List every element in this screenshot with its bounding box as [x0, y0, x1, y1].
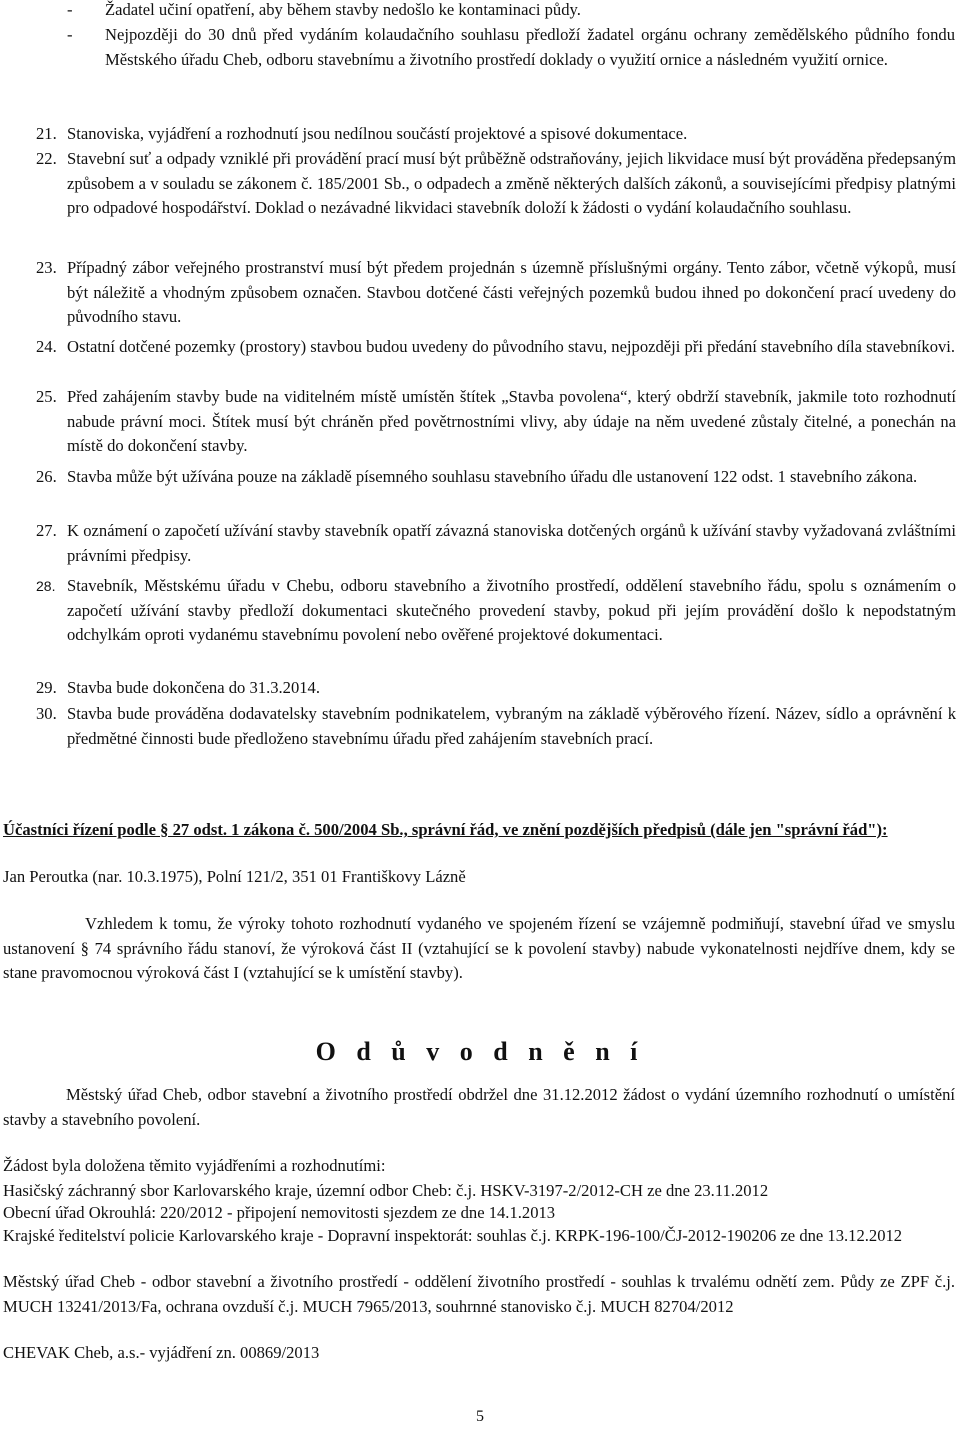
attachment-item: Krajské ředitelství policie Karlovarského kraje - Dopravní inspektorát: souhlas č.j. KRPK-196-100/ČJ-2012-190206 ze dne 13.12.2012: [3, 1226, 903, 1245]
dash-marker: -: [67, 0, 73, 19]
condition-number: 29.: [36, 678, 57, 697]
condition-number: 26.: [36, 467, 57, 486]
condition-number: 24.: [36, 337, 57, 356]
condition-number: 23.: [36, 258, 57, 277]
dash-marker: -: [67, 25, 73, 44]
condition-text: Stavba bude prováděna dodavatelsky stavebním podnikatelem, vybraným na základě výběrového řízení. Název, sídlo a oprávnění k předmětné činnosti bude předloženo stavebnímu úřadu před zahájením stavebních prací.: [67, 704, 956, 748]
condition-number: 25.: [36, 387, 57, 406]
condition-number: 22.: [36, 149, 57, 168]
attachment-item: CHEVAK Cheb, a.s.- vyjádření zn. 00869/2013: [3, 1343, 320, 1362]
condition-text: Stavební suť a odpady vzniklé při provádění prací musí být průběžně odstraňovány, jejich likvidace musí být prováděna předepsaným způsobem a v souladu se zákonem č. 185/2001 Sb., o odpadech a změně některých dalších zákonů, a souvisejícími předpisy platnými pro odpadové hospodářství. Doklad o nezávadné likvidaci stavebník doloží k žádosti o vydání kolaudačního souhlasu.: [67, 149, 956, 217]
condition-number: 30.: [36, 704, 57, 723]
condition-text: Ostatní dotčené pozemky (prostory) stavbou budou uvedeny do původního stavu, nejpozději při předání stavebního díla stavebníkovi.: [67, 337, 956, 356]
attachments-intro: Žádost byla doložena těmito vyjádřeními a rozhodnutími:: [3, 1156, 386, 1175]
attachment-item: Obecní úřad Okrouhlá: 220/2012 - připojení nemovitosti sjezdem ze dne 14.1.2013: [3, 1203, 556, 1222]
page-number: 5: [476, 1408, 484, 1425]
condition-text: Stavba bude dokončena do 31.3.2014.: [67, 678, 321, 697]
condition-text: Stavba může být užívána pouze na základě písemného souhlasu stavebního úřadu dle ustanovení 122 odst. 1 stavebního zákona.: [67, 467, 918, 486]
condition-text: Stanoviska, vyjádření a rozhodnutí jsou nedílnou součástí projektové a spisové dokumentace.: [67, 124, 688, 143]
condition-number: 27.: [36, 521, 57, 540]
participants-heading: Účastníci řízení podle § 27 odst. 1 zákona č. 500/2004 Sb., správní řád, ve znění pozdějších předpisů (dále jen "správní řád"):: [3, 820, 888, 839]
dash-item-text: Nejpozději do 30 dnů před vydáním kolaudačního souhlasu předloží žadatel orgánu ochrany zemědělského půdního fondu Městského úřadu Cheb, odboru stavebnímu a životního prostředí doklady o využití ornice a následném využití ornice.: [105, 25, 955, 69]
condition-text: Stavebník, Městskému úřadu v Chebu, odboru stavebního a životního prostředí, oddělení stavebního řádu, spolu s oznámením o započetí užívání stavby předloží dokumentaci skutečného provedení stavby, pokud při jejím provádění došlo k nepodstatným odchylkám oproti vydanému stavebnímu povolení nebo ověřené projektové dokumentaci.: [67, 576, 956, 644]
participant-entry: Jan Peroutka (nar. 10.3.1975), Polní 121/2, 351 01 Františkovy Lázně: [3, 867, 466, 886]
condition-text: Před zahájením stavby bude na viditelném místě umístěn štítek „Stavba povolena“, který obdrží stavebník, jakmile toto rozhodnutí nabude právní moci. Štítek musí být chráněn před povětrnostními vlivy, aby údaje na něm uvedené zůstaly čitelné, a ponechán na místě do dokončení stavby.: [67, 387, 956, 455]
section-heading: O d ů v o d n ě n í: [315, 1037, 645, 1066]
condition-text: K oznámení o započetí užívání stavby stavebník opatří závazná stanoviska dotčených orgánů k užívání stavby vyžadovaná zvláštními právními předpisy.: [67, 521, 956, 565]
enforceability-paragraph: Vzhledem k tomu, že výroky tohoto rozhodnutí vydaného ve spojeném řízení se vzájemně podmiňují, stavební úřad ve smyslu ustanovení § 74 správního řádu stanoví, že výroková část II (vztahující se k povolení stavby) nabude vykonatelnosti nejdříve dnem, kdy se stane pravomocnou výroková část I (vztahující se k umístění stavby).: [3, 914, 955, 982]
reasoning-intro: Městský úřad Cheb, odbor stavební a životního prostředí obdržel dne 31.12.2012 žádost o vydání územního rozhodnutí o umístění stavby a stavebního povolení.: [3, 1085, 955, 1129]
dash-item-text: Žadatel učiní opatření, aby během stavby nedošlo ke kontaminaci půdy.: [105, 0, 581, 19]
condition-number: 21.: [36, 124, 57, 143]
condition-number: 28.: [36, 578, 56, 594]
attachment-item: Hasičský záchranný sbor Karlovarského kraje, územní odbor Cheb: č.j. HSKV-3197-2/2012-CH ze dne 23.11.2012: [3, 1181, 769, 1200]
attachment-item: Městský úřad Cheb - odbor stavební a životního prostředí - oddělení životního prostředí - souhlas k trvalému odnětí zem. Půdy ze ZPF č.j. MUCH 13241/2013/Fa, ochrana ovzduší č.j. MUCH 7965/2013, souhrnné stanovisko č.j. MUCH 82704/2012: [3, 1272, 955, 1316]
condition-text: Případný zábor veřejného prostranství musí být předem projednán s územně příslušnými orgány. Tento zábor, včetně výkopů, musí být náležitě a vhodným způsobem označen. Stavbou dotčené části veřejných pozemků budou ihned po dokončení prací uvedeny do původního stavu.: [67, 258, 956, 326]
